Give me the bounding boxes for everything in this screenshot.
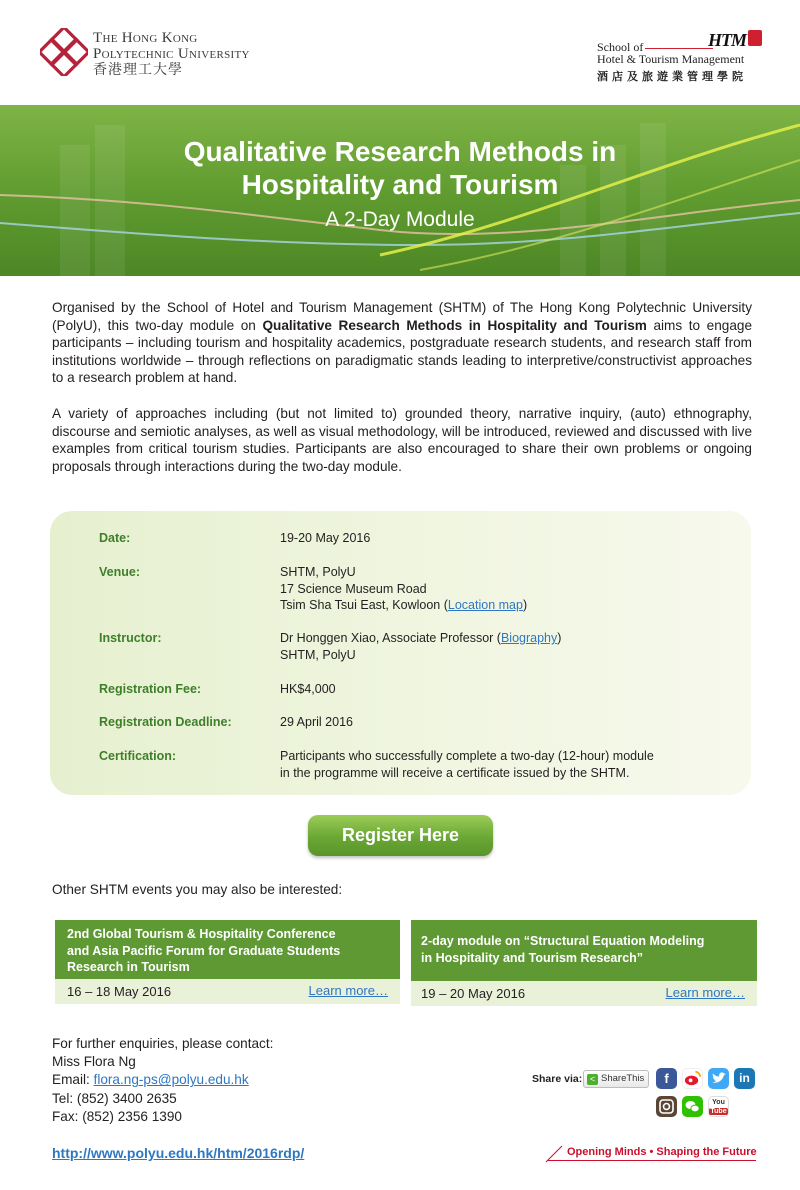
date-label: Date: (99, 531, 131, 545)
share-label: Share via: (532, 1073, 583, 1085)
contact-intro: For further enquiries, please contact: (52, 1036, 274, 1051)
shtm-logo (597, 28, 762, 88)
certification-value: Participants who successfully complete a two-day (12-hour) module in the programme will receive a certificate issued by the SHTM. (280, 749, 654, 780)
contact-name: Miss Flora Ng (52, 1054, 136, 1070)
fee-value: HK$4,000 (280, 682, 336, 696)
event-details-box (50, 511, 751, 795)
event-date: 16 – 18 May 2016 (67, 984, 172, 999)
event-card-footer (411, 981, 757, 1006)
htm-mark: HTM (707, 30, 746, 50)
title-line2: Hospitality and Tourism (241, 169, 559, 200)
contact-fax: Fax: (852) 2356 1390 (52, 1108, 182, 1124)
deadline-value: 29 April 2016 (280, 715, 353, 729)
contact-info (52, 1035, 273, 1126)
date-value: 19-20 May 2016 (280, 531, 371, 545)
event-date: 19 – 20 May 2016 (421, 986, 526, 1001)
page-subtitle: A 2-Day Module (325, 208, 475, 231)
certification-label: Certification: (99, 749, 177, 763)
sharethis-button[interactable]: < ShareThis (583, 1070, 649, 1088)
polyu-name-line2: Polytechnic University (93, 46, 250, 62)
linkedin-icon[interactable]: in (734, 1068, 755, 1089)
venue-value: SHTM, PolyU 17 Science Museum Road Tsim Sha Tsui East, Kowloon (Location map) (280, 565, 528, 612)
event-card-sem-module (411, 920, 757, 1006)
tagline: Opening Minds • Shaping the Future (567, 1146, 757, 1158)
wechat-icon[interactable] (682, 1096, 703, 1117)
title-line1: Qualitative Research Methods in (183, 136, 617, 167)
instructor-value: Dr Honggen Xiao, Associate Professor (Biography) SHTM, PolyU (280, 631, 562, 662)
learn-more-link[interactable]: Learn more… (308, 983, 388, 998)
fee-label: Registration Fee: (99, 682, 202, 696)
shtm-school-of: School of (597, 40, 644, 54)
event-url-link[interactable]: http://www.polyu.edu.hk/htm/2016rdp/ (52, 1145, 305, 1161)
location-map-link[interactable]: Location map (447, 598, 523, 612)
shtm-rule (645, 48, 713, 49)
event-card-title: 2-day module on “Structural Equation Modeling in Hospitality and Tourism Research” (411, 920, 757, 981)
youtube-icon[interactable]: You Tube (708, 1096, 729, 1117)
biography-link[interactable]: Biography (500, 631, 558, 645)
event-card-title: 2nd Global Tourism & Hospitality Conference and Asia Pacific Forum for Graduate Students Research in Tourism (55, 920, 400, 979)
intro-text (52, 299, 752, 475)
email-link[interactable]: flora.ng-ps@polyu.edu.hk (93, 1072, 249, 1088)
polyu-name-zh: 香港理工大學 (93, 63, 183, 78)
event-card-footer (55, 979, 400, 1004)
seal-icon (748, 30, 762, 46)
other-events-heading: Other SHTM events you may also be interested: (52, 882, 343, 897)
facebook-icon[interactable]: f (656, 1068, 677, 1089)
tagline-rule (548, 1160, 756, 1161)
polyu-logo-icon (40, 28, 88, 76)
page-header (0, 0, 800, 105)
instagram-icon[interactable] (656, 1096, 677, 1117)
contact-tel: Tel: (852) 3400 2635 (52, 1090, 177, 1106)
intro-paragraph-1: Organised by the School of Hotel and Tourism Management (SHTM) of The Hong Kong Polytechnic University (PolyU), this two-day module on Qualitative Research Methods in Hospitality and Tourism aims to engage participants – including tourism and hospitality academics, postgraduate research students, and research staff from institutions worldwide – through reflections on paradigmatic stands leading to interpretive/constructivist approaches to a research problem at hand. (52, 300, 753, 386)
register-button[interactable]: Register Here (308, 815, 493, 856)
shtm-full-name: Hotel & Tourism Management (597, 52, 745, 66)
weibo-icon[interactable] (682, 1068, 703, 1089)
venue-label: Venue: (99, 565, 140, 579)
tagline-slash (544, 1144, 564, 1164)
title-banner (0, 105, 800, 276)
share-icon: < (587, 1074, 598, 1085)
contact-email-row: Email: flora.ng-ps@polyu.edu.hk (52, 1072, 249, 1088)
twitter-icon[interactable] (708, 1068, 729, 1089)
event-card-conference (55, 920, 400, 1006)
shtm-zh-name: 酒店及旅遊業管理學院 (597, 71, 747, 83)
deadline-label: Registration Deadline: (99, 715, 232, 729)
module-name: Qualitative Research Methods in Hospitality and Tourism (262, 317, 647, 333)
polyu-name-line1: The Hong Kong (93, 30, 198, 46)
intro-paragraph-2: A variety of approaches including (but not limited to) grounded theory, narrative inquiry, (auto) ethnography, discourse and semiotic analyses, as well as visual methodology, will be introduced, reviewed and discussed with live examples from critical tourism studies. Participants are also encouraged to share their own problems or ongoing proposals through interactions during the two-day module. (52, 405, 752, 474)
page-title (0, 135, 800, 201)
learn-more-link[interactable]: Learn more… (665, 985, 745, 1000)
instructor-label: Instructor: (99, 631, 162, 645)
polyu-wordmark (93, 30, 250, 80)
